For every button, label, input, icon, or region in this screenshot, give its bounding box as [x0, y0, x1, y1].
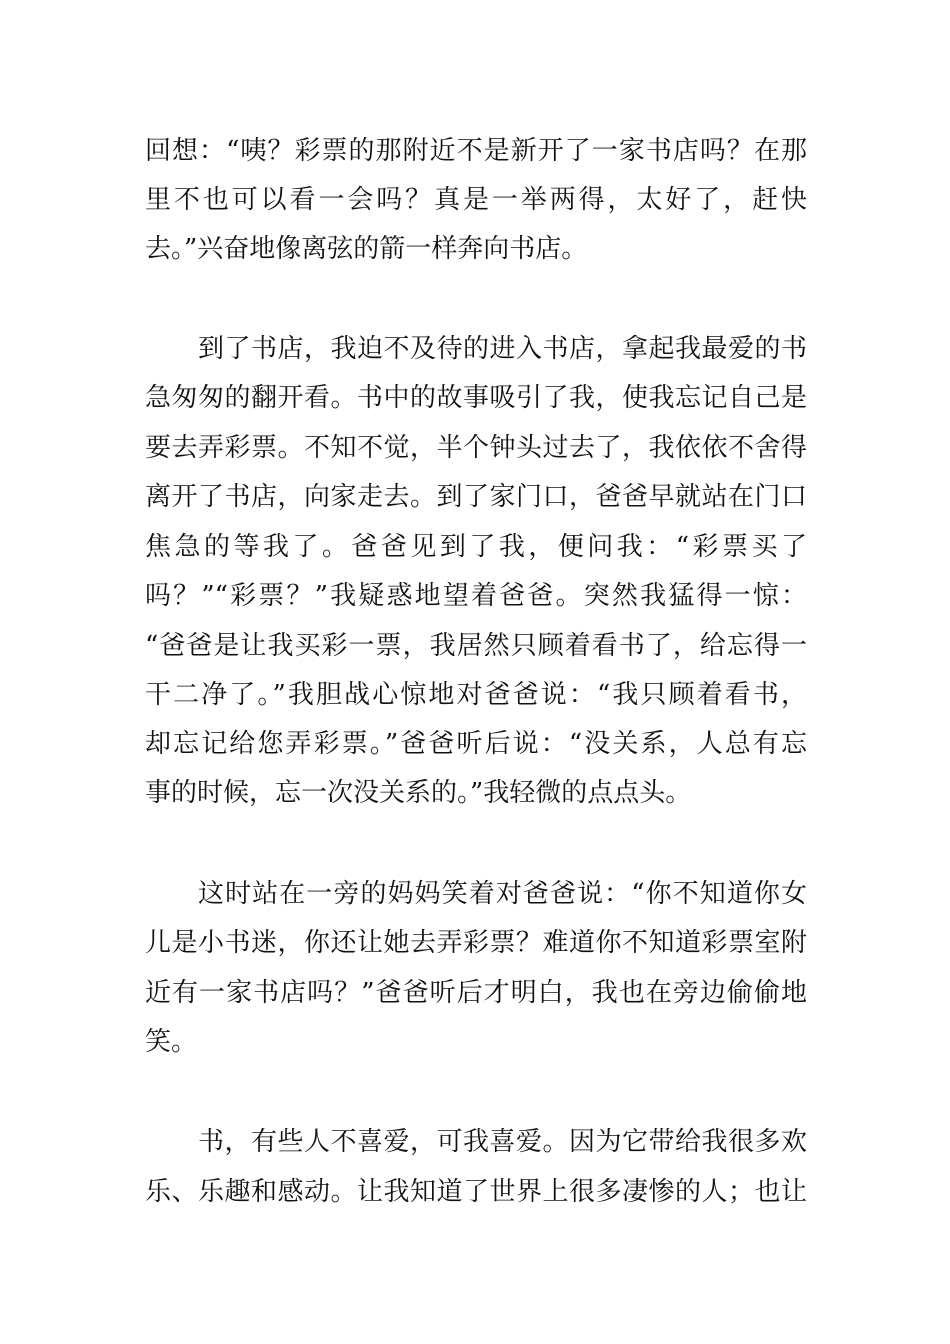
paragraph-2-line-9: 却忘记给您弄彩票。”爸爸听后说：“没关系，人总有忘 [145, 729, 807, 759]
paragraph-2-line-2: 急匆匆的翻开看。书中的故事吸引了我，使我忘记自己是 [145, 383, 807, 413]
paragraph-3-line-2: 儿是小书迷，你还让她去弄彩票？难道你不知道彩票室附 [145, 928, 807, 958]
paragraph-2-line-5: 焦急的等我了。爸爸见到了我，便问我：“彩票买了 [145, 532, 807, 562]
paragraph-3-line-4: 笑。 [145, 1027, 198, 1057]
paragraph-2-line-3: 要去弄彩票。不知不觉，半个钟头过去了，我依依不舍得 [145, 433, 807, 463]
paragraph-3-line-1: 这时站在一旁的妈妈笑着对爸爸说：“你不知道你女 [198, 879, 807, 909]
paragraph-4-line-2: 乐、乐趣和感动。让我知道了世界上很多凄惨的人；也让 [145, 1177, 807, 1207]
paragraph-4-line-1: 书，有些人不喜爱，可我喜爱。因为它带给我很多欢 [198, 1127, 807, 1157]
paragraph-1-line-1: 回想：“咦？彩票的那附近不是新开了一家书店吗？在那 [145, 136, 807, 166]
paragraph-2-line-8: 干二净了。”我胆战心惊地对爸爸说：“我只顾着看书， [145, 680, 807, 710]
paragraph-1-line-2: 里不也可以看一会吗？真是一举两得，太好了，赶快 [145, 185, 807, 215]
paragraph-1-line-3: 去。”兴奋地像离弦的箭一样奔向书店。 [145, 234, 588, 264]
paragraph-3-line-3: 近有一家书店吗？”爸爸听后才明白，我也在旁边偷偷地 [145, 978, 807, 1008]
paragraph-2-line-7: “爸爸是让我买彩一票，我居然只顾着看书了，给忘得一 [145, 631, 807, 661]
paragraph-2-line-1: 到了书店，我迫不及待的进入书店，拿起我最爱的书 [198, 334, 807, 364]
paragraph-2-line-6: 吗？”“彩票？”我疑惑地望着爸爸。突然我猛得一惊： [145, 581, 807, 611]
paragraph-2-line-10: 事的时候，忘一次没关系的。”我轻微的点点头。 [145, 778, 692, 808]
paragraph-2-line-4: 离开了书店，向家走去。到了家门口，爸爸早就站在门口 [145, 482, 807, 512]
